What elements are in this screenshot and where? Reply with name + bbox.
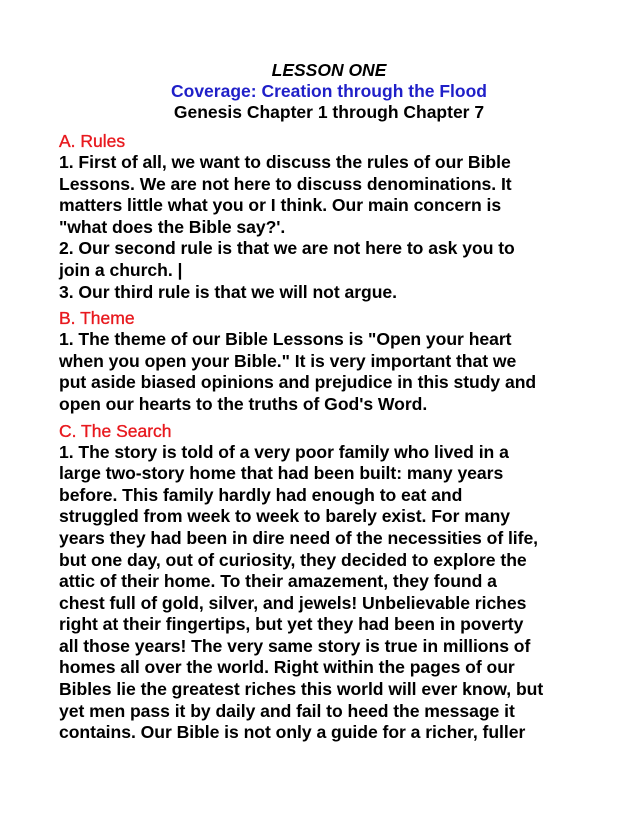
text-line: 1. The story is told of a very poor family who lived in a [59,441,509,462]
text-line: chest full of gold, silver, and jewels! Unbelievable riches [59,592,527,613]
section-rules [59,131,589,303]
text-line: homes all over the world. Right within the pages of our [59,657,515,678]
text-line: Bibles lie the greatest riches this world will ever know, but [59,679,544,700]
text-line: 1. First of all, we want to discuss the rules of our Bible [59,152,511,172]
section-title-rules: A. Rules [59,131,126,151]
text-line: before. This family hardly had enough to eat and [59,484,463,505]
lesson-title: LESSON ONE [271,60,387,80]
scope-line: Genesis Chapter 1 through Chapter 7 [173,102,485,122]
text-line: 1. The theme of our Bible Lessons is "Open your heart [59,329,512,350]
text-line: large two-story home that had been built: many years [59,463,504,484]
text-line: 2. Our second rule is that we are not here to ask you to [59,238,515,259]
section-title-search: C. The Search [59,420,172,441]
text-line: matters little what you or I think. Our main concern is [59,195,502,216]
text-line: 3. Our third rule is that we will not argue. [59,281,397,302]
text-line: all those years! The very same story is true in millions of [59,635,531,656]
text-line: right at their fingertips, but yet they had been in poverty [59,614,524,635]
section-search-body [59,442,589,744]
section-search [59,421,589,744]
section-title-theme: B. Theme [59,308,135,329]
text-line: contains. Our Bible is not only a guide for a richer, fuller [59,722,526,743]
text-line: struggled from week to week to barely exist. For many [59,506,511,527]
text-line: "what does the Bible say?'. [59,216,286,237]
coverage-line: Coverage: Creation through the Flood [171,81,487,101]
section-theme [59,308,589,415]
text-line: join a church. | [59,259,183,280]
section-rules-body [59,152,589,303]
text-line: Lessons. We are not here to discuss denominations. It [59,173,512,194]
text-line: years they had been in dire need of the necessities of life, [59,527,539,548]
text-line: but one day, out of curiosity, they decided to explore the [59,549,527,570]
section-theme-body [59,329,589,415]
text-line: attic of their home. To their amazement, they found a [59,571,497,592]
text-line: when you open your Bible." It is very important that we [59,350,517,371]
text-line: open our hearts to the truths of God's Word. [59,393,428,414]
text-line: put aside biased opinions and prejudice in this study and [59,372,537,393]
lesson-page [59,60,589,744]
text-line: yet men pass it by daily and fail to heed the message it [59,700,515,721]
